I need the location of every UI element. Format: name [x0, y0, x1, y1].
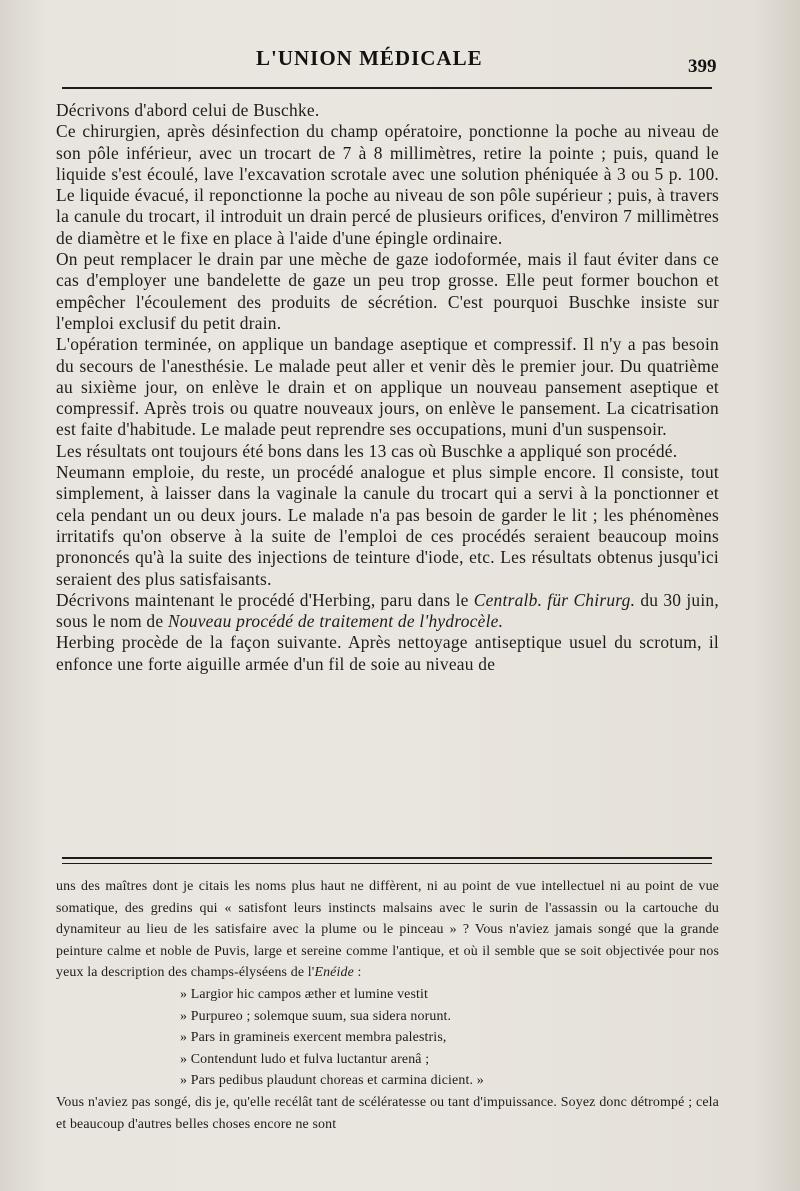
article-title: Nouveau procédé de traitement de l'hydrocèle.: [167, 611, 504, 632]
footnote-separator-rule-thin: [62, 863, 712, 864]
footnote-paragraph-2: Vous n'aviez pas songé, dis je, qu'elle recélât tant de scélératesse ou tant d'impuissance. Soyez donc détrompé ; cela et beaucoup d'autres belles choses encore ne sont: [56, 1094, 719, 1132]
verse-line: » Purpureo ; solemque suum, sua sidera norunt.: [180, 1008, 452, 1024]
work-title: Enéide: [314, 965, 354, 981]
header-rule: [62, 87, 712, 89]
verse-line: » Largior hic campos æther et lumine vestit: [180, 986, 429, 1002]
paragraph-7: [56, 590, 719, 633]
verse-line: » Pars pedibus plaudunt choreas et carmina dicient. »: [180, 1073, 484, 1089]
verse-line: » Pars in gramineis exercent membra palestris,: [180, 1030, 447, 1046]
verse-line: » Contendunt ludo et fulva luctantur arenâ ;: [180, 1051, 430, 1067]
paragraph-5: Les résultats ont toujours été bons dans les 13 cas où Buschke a appliqué son procédé.: [56, 440, 678, 461]
page-number: 399: [688, 56, 717, 77]
paragraph-1: Décrivons d'abord celui de Buschke.: [56, 100, 320, 120]
paragraph-6: Neumann emploie, du reste, un procédé analogue et plus simple encore. Il consiste, tout simplement, à laisser dans la vaginale la canule du trocart qui a servi à la ponctionner et cela pendant un ou deux jours. Le malade n'a pas besoin de garder le lit ; les phénomènes irritatifs qu'on observe à la suite de l'emploi de ces procédés seraient beaucoup moins prononcés qu'à la suite des injections de teinture d'iode, etc. Les résultats obtenus jusqu'ici seraient des plus satisfaisants.: [56, 462, 719, 589]
footnote-text-b: :: [353, 965, 362, 981]
footnote: [56, 876, 719, 1135]
journal-title: Centralb. für Chirurg.: [473, 589, 636, 610]
paragraph-7-text-a: Décrivons maintenant le procédé d'Herbing, paru dans le: [56, 589, 474, 610]
footnote-separator-rule: [62, 857, 712, 859]
paragraph-2: Ce chirurgien, après désinfection du champ opératoire, ponctionne la poche au niveau de son pôle inférieur, avec un trocart de 7 à 8 millimètres, retire la pointe ; puis, quand le liquide s'est écoulé, lave l'excavation scrotale avec une solution phéniquée à 3 ou 5 p. 100. Le liquide évacué, il reponctionne la poche au niveau de son pôle supérieur ; puis, à travers la canule du trocart, il introduit un drain percé de plusieurs orifices, d'environ 7 millimètres de diamètre et le fixe en place à l'aide d'une épingle ordinaire.: [56, 121, 719, 248]
paragraph-4: L'opération terminée, on applique un bandage aseptique et compressif. Il n'y a pas besoin du secours de l'anesthésie. Le malade peut aller et venir dès le premier jour. Du quatrième au sixième jour, on enlève le drain et on applique un nouveau pansement aseptique et compressif. Après trois ou quatre nouveaux jours, on enlève le pansement. La cicatrisation est faite d'habitude. Le malade peut reprendre ses occupations, muni d'un suspensoir.: [56, 334, 719, 440]
paragraph-8: Herbing procède de la façon suivante. Après nettoyage antiseptique usuel du scrotum, il enfonce une forte aiguille armée d'un fil de soie au niveau de: [56, 632, 719, 674]
paragraph-3: On peut remplacer le drain par une mèche de gaze iodoformée, mais il faut éviter dans ce cas d'employer une bandelette de gaze un peu trop grosse. Elle peut former bouchon et empêcher l'écoulement des produits de sécrétion. C'est pourquoi Buschke insiste sur l'emploi exclusif du petit drain.: [56, 249, 719, 333]
footnote-paragraph-1: [56, 876, 719, 984]
footnote-text-a: uns des maîtres dont je citais les noms plus haut ne diffèrent, ni au point de vue intellectuel ni au point de vue somatique, des gredins qui « satisfont leurs instincts malsains avec le surin de l'assassin ou la cartouche du dynamiteur au lieu de les satisfaire avec la plume ou le pinceau » ? Vous n'aviez jamais songé que la grande peinture calme et noble de Puvis, large et sereine comme l'antique, et où il semble que se soit objectivée pour nos yeux la description des champs-élyséens de l': [56, 879, 719, 981]
paragraph-7-text-b: du 30 juin, sous le nom de: [56, 589, 719, 632]
running-header-title: L'UNION MÉDICALE: [256, 46, 483, 70]
main-text: [56, 100, 719, 675]
